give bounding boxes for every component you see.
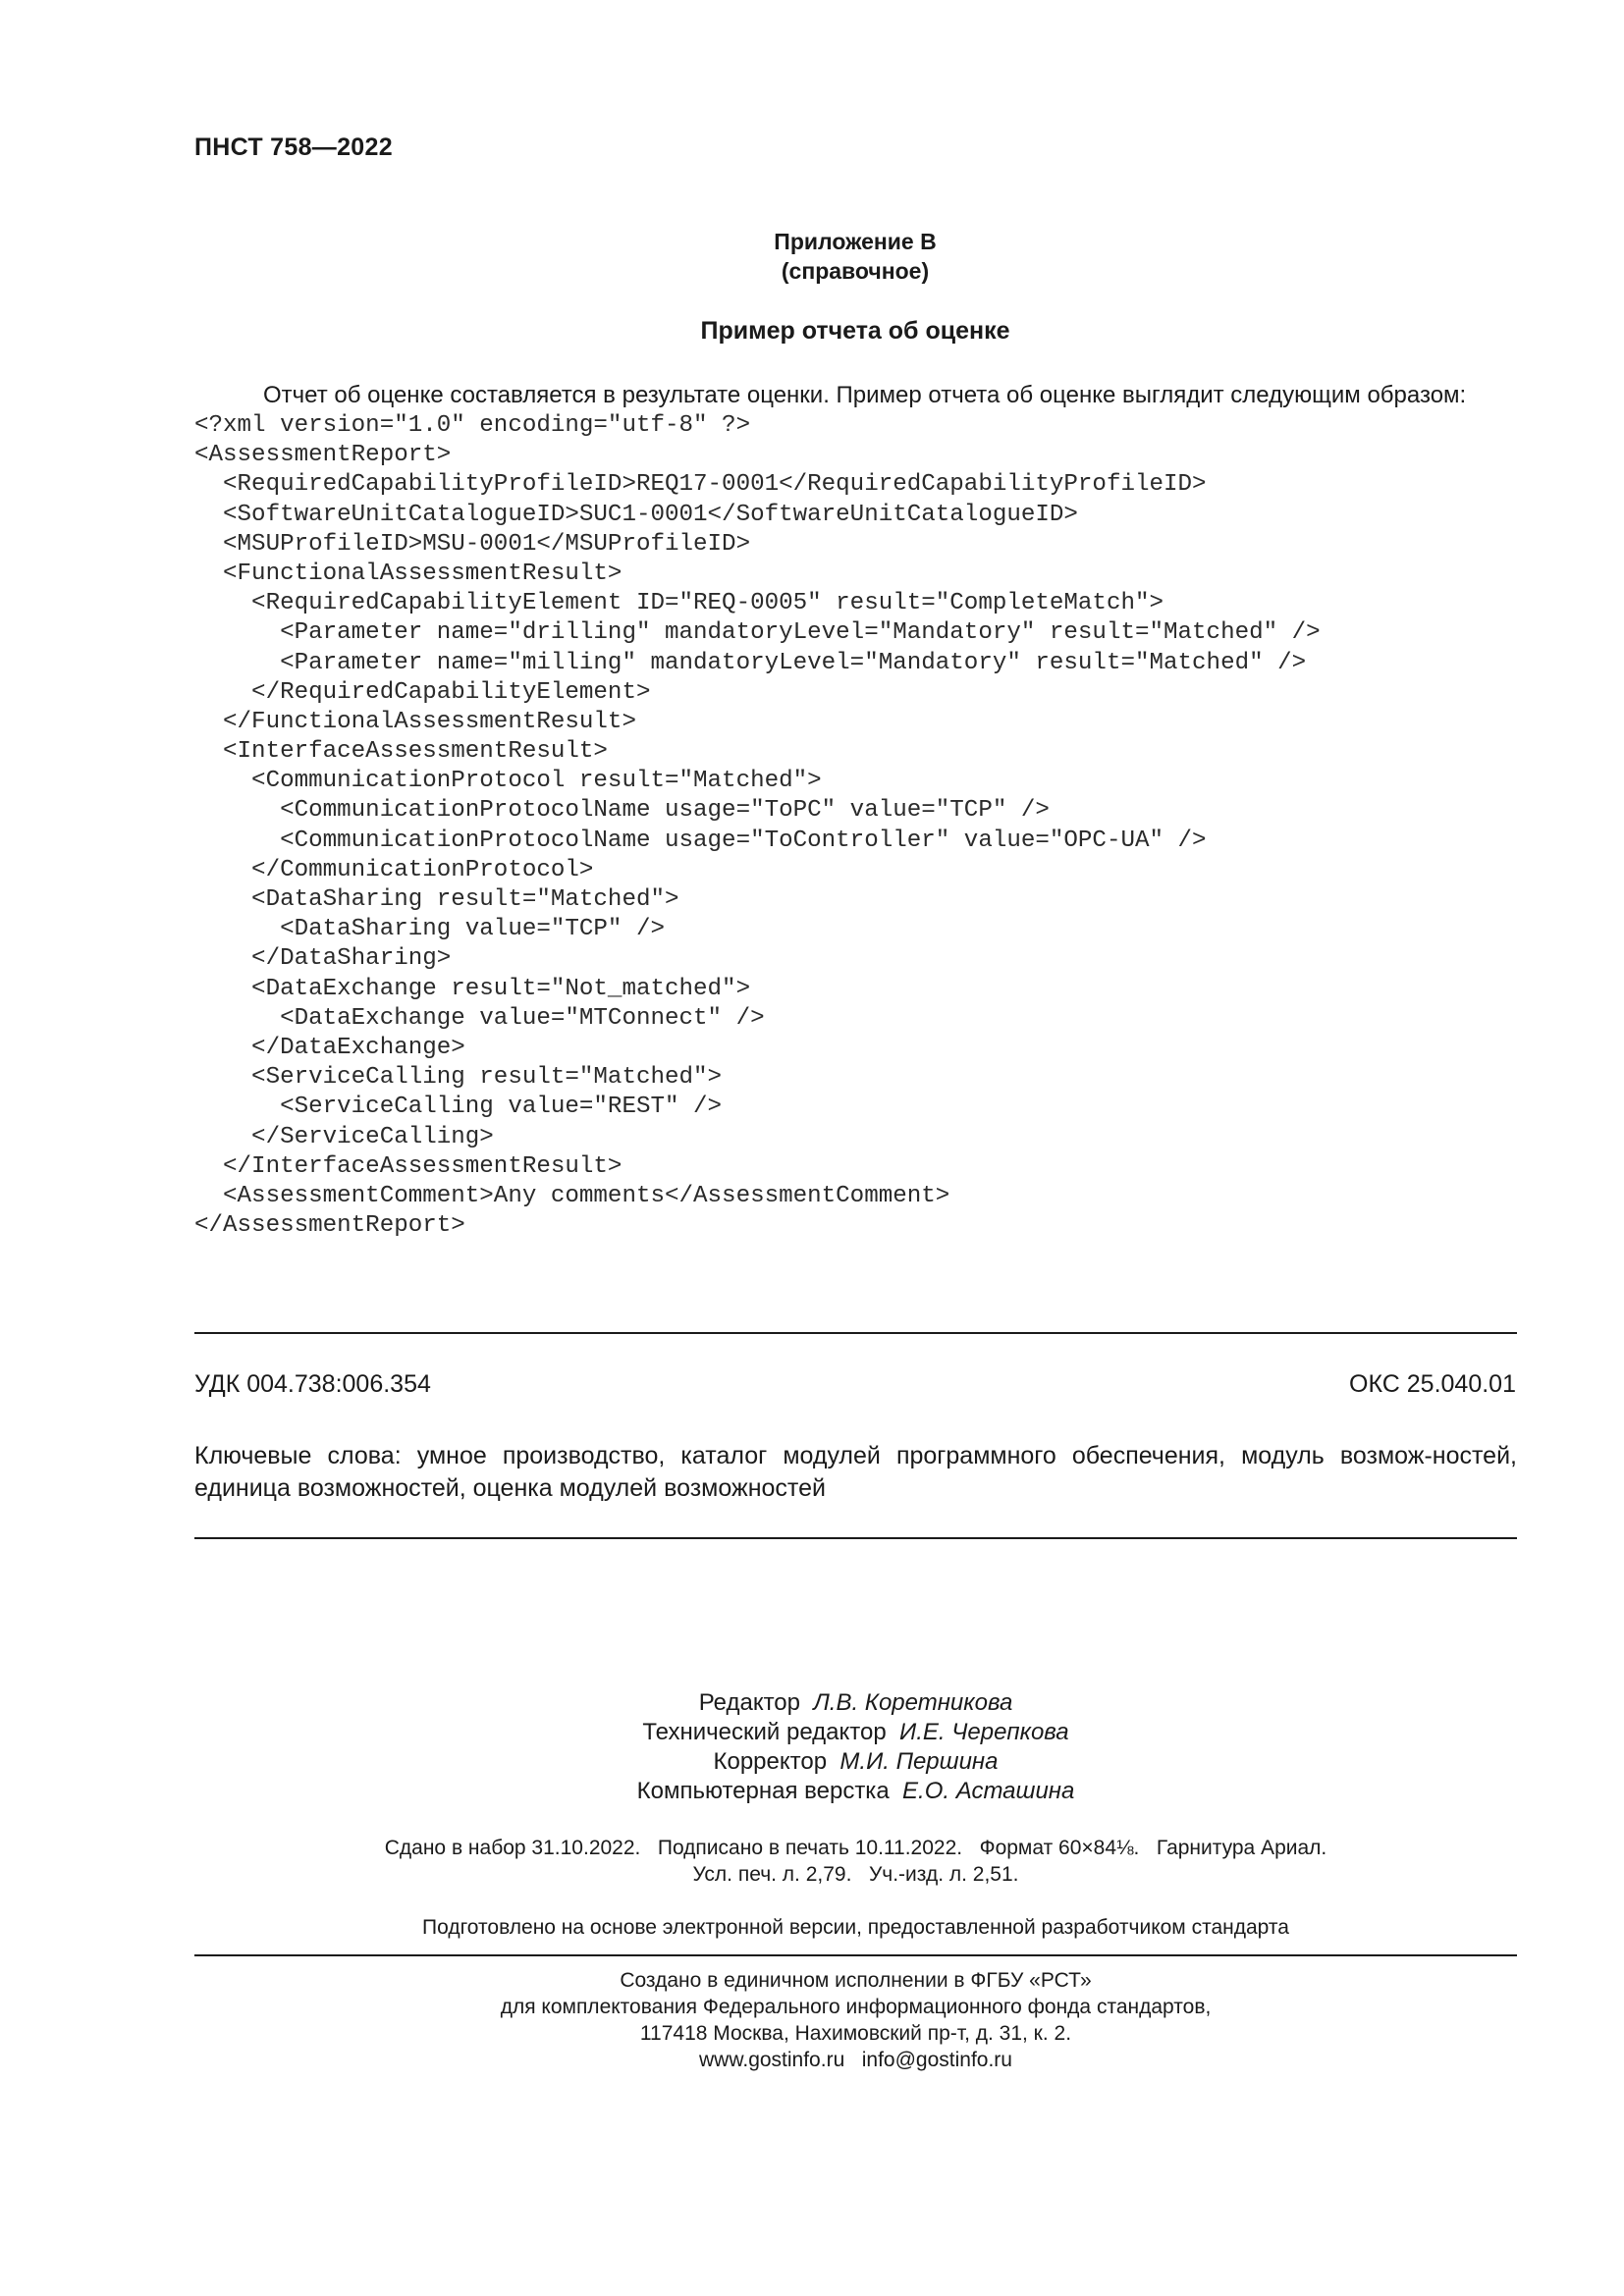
code-line: <RequiredCapabilityElement ID="REQ-0005" result="CompleteMatch"> bbox=[194, 590, 1164, 617]
xml-code-listing bbox=[194, 411, 1321, 1241]
code-line: <?xml version="1.0" encoding="utf-8" ?> bbox=[194, 412, 751, 439]
code-line: <DataExchange value="MTConnect" /> bbox=[194, 1004, 765, 1032]
keywords: Ключевые слова: умное производство, каталог модулей программного обеспечения, модуль возмож-ностей, единица возможностей, оценка модулей возможностей bbox=[194, 1442, 1517, 1502]
appendix-heading bbox=[194, 227, 1516, 286]
staff-entry bbox=[194, 1777, 1517, 1806]
divider bbox=[194, 1954, 1517, 1956]
divider bbox=[194, 1332, 1517, 1334]
document-code: ПНСТ 758—2022 bbox=[194, 133, 393, 161]
staff-name: И.Е. Черепкова bbox=[899, 1719, 1069, 1745]
code-line: <InterfaceAssessmentResult> bbox=[194, 738, 608, 766]
code-line: <AssessmentReport> bbox=[194, 442, 452, 469]
prepared-note: Подготовлено на основе электронной версии, предоставленной разработчиком стандарта bbox=[422, 1916, 1289, 1939]
code-line: <CommunicationProtocolName usage="ToController" value="OPC-UA" /> bbox=[194, 827, 1207, 854]
staff-name: Л.В. Коретникова bbox=[813, 1689, 1013, 1716]
publisher-contacts: www.gostinfo.ru info@gostinfo.ru bbox=[699, 2049, 1012, 2071]
code-line: <DataSharing result="Matched"> bbox=[194, 886, 679, 913]
publisher-line: Создано в единичном исполнении в ФГБУ «РСТ» bbox=[620, 1969, 1092, 1992]
imprint-line: Сдано в набор 31.10.2022. Подписано в печать 10.11.2022. Формат 60×84⅛. Гарнитура Ариал. bbox=[384, 1837, 1327, 1859]
appendix-subtitle: (справочное) bbox=[781, 258, 930, 284]
oks-code: ОКС 25.040.01 bbox=[1349, 1370, 1516, 1398]
code-line: <CommunicationProtocol result="Matched"> bbox=[194, 768, 822, 795]
staff-role: Корректор bbox=[713, 1748, 828, 1775]
code-line: <DataExchange result="Not_matched"> bbox=[194, 975, 751, 1002]
code-line: </CommunicationProtocol> bbox=[194, 856, 594, 883]
appendix-title: Приложение В bbox=[774, 229, 937, 254]
staff-name: Е.О. Асташина bbox=[902, 1778, 1075, 1804]
code-line: <MSUProfileID>MSU-0001</MSUProfileID> bbox=[194, 530, 751, 558]
code-line: </AssessmentReport> bbox=[194, 1212, 465, 1240]
divider bbox=[194, 1537, 1517, 1539]
staff-list bbox=[194, 1688, 1517, 1806]
imprint-line: Усл. печ. л. 2,79. Уч.-изд. л. 2,51. bbox=[692, 1863, 1019, 1886]
code-line: <FunctionalAssessmentResult> bbox=[194, 560, 623, 587]
publisher-line: для комплектования Федерального информационного фонда стандартов, bbox=[500, 1996, 1212, 2018]
code-line: <ServiceCalling value="REST" /> bbox=[194, 1094, 723, 1121]
code-line: <SoftwareUnitCatalogueID>SUC1-0001</SoftwareUnitCatalogueID> bbox=[194, 501, 1078, 528]
code-line: </InterfaceAssessmentResult> bbox=[194, 1152, 623, 1180]
code-line: </FunctionalAssessmentResult> bbox=[194, 708, 636, 735]
code-line: <DataSharing value="TCP" /> bbox=[194, 916, 665, 943]
code-line: </RequiredCapabilityElement> bbox=[194, 678, 651, 706]
code-line: </ServiceCalling> bbox=[194, 1123, 494, 1150]
code-line: </DataSharing> bbox=[194, 945, 452, 973]
section-title: Пример отчета об оценке bbox=[700, 317, 1010, 345]
intro-paragraph: Отчет об оценке составляется в результате оценки. Пример отчета об оценке выглядит следующим образом: bbox=[263, 382, 1467, 408]
publisher-address: 117418 Москва, Нахимовский пр-т, д. 31, к. 2. bbox=[639, 2022, 1072, 2045]
staff-entry bbox=[194, 1718, 1517, 1747]
code-line: <Parameter name="drilling" mandatoryLevel="Mandatory" result="Matched" /> bbox=[194, 619, 1321, 647]
staff-role: Компьютерная верстка bbox=[636, 1778, 890, 1804]
code-line: <Parameter name="milling" mandatoryLevel="Mandatory" result="Matched" /> bbox=[194, 649, 1307, 676]
staff-name: М.И. Першина bbox=[839, 1748, 999, 1775]
code-line: </DataExchange> bbox=[194, 1034, 465, 1061]
code-line: <RequiredCapabilityProfileID>REQ17-0001</RequiredCapabilityProfileID> bbox=[194, 471, 1207, 499]
udk-code: УДК 004.738:006.354 bbox=[194, 1370, 431, 1398]
staff-entry bbox=[194, 1688, 1517, 1718]
code-line: <AssessmentComment>Any comments</AssessmentComment> bbox=[194, 1182, 950, 1209]
staff-entry bbox=[194, 1747, 1517, 1777]
staff-role: Технический редактор bbox=[642, 1719, 887, 1745]
code-line: <CommunicationProtocolName usage="ToPC" value="TCP" /> bbox=[194, 797, 1050, 825]
code-line: <ServiceCalling result="Matched"> bbox=[194, 1064, 723, 1092]
staff-role: Редактор bbox=[698, 1689, 800, 1716]
